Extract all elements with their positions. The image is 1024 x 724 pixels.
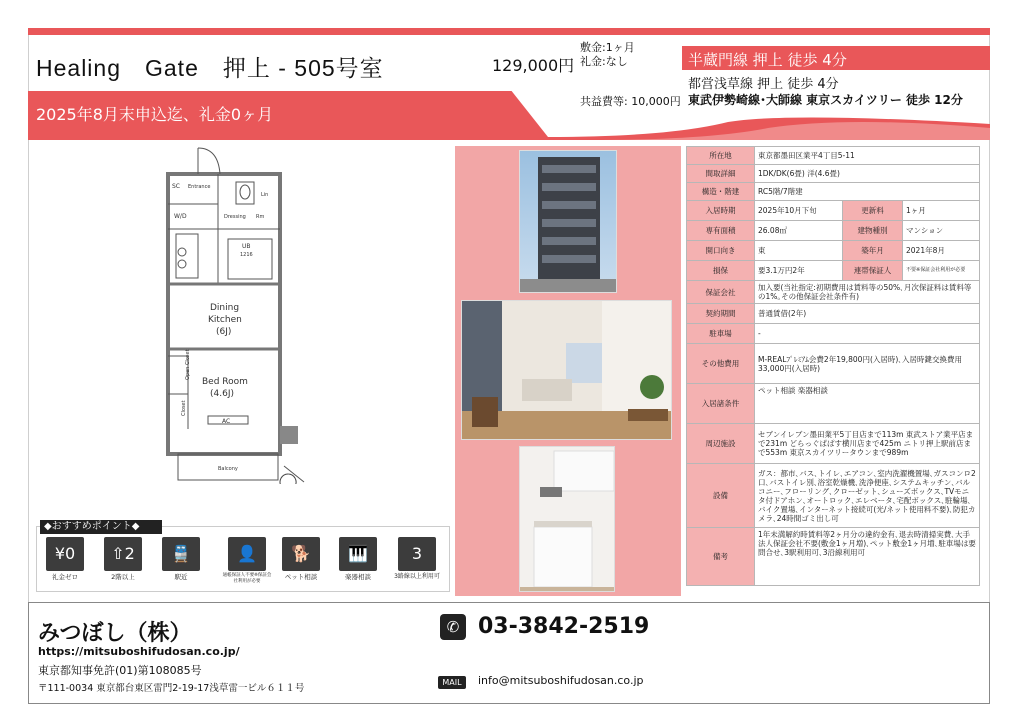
station-1: 半蔵門線 押上 徒歩 4分	[688, 51, 847, 69]
fp-closet: Closet	[181, 400, 187, 416]
value-type: マンション	[903, 221, 980, 241]
label-equipment: 設備	[687, 464, 755, 528]
label-renewal: 更新料	[843, 201, 903, 221]
value-structure: RC5階/7階建	[755, 183, 980, 201]
recommend-item: 🚆 駅近	[162, 537, 200, 581]
three-lines-icon: 3	[398, 537, 436, 571]
mail-icon: MAIL	[438, 676, 466, 689]
value-built: 2021年8月	[903, 241, 980, 261]
value-guarantor: 不要※保証会社利用が必要	[903, 261, 980, 281]
fp-open-closet: Open Closet	[185, 349, 191, 380]
value-guarantee: 要3.1万円2年	[755, 261, 843, 281]
label-structure: 構造・階建	[687, 183, 755, 201]
train-icon: 🚆	[162, 537, 200, 571]
recommend-title: ◆おすすめポイント◆	[40, 520, 162, 534]
recommend-item: 3 3路線以上利用可	[394, 537, 440, 581]
fp-dressing: Dressing	[224, 214, 246, 220]
value-area: 26.08㎡	[755, 221, 843, 241]
recommend-item: 👤 通帳保証人不要※保証会社利用が必要	[222, 537, 272, 585]
company-name: みつぼし（株）	[38, 621, 192, 646]
company-url[interactable]: https://mitsuboshifudosan.co.jp/	[38, 645, 240, 658]
station-2: 都営浅草線 押上 徒歩 4分	[688, 77, 839, 92]
property-title: Healing Gate 押上 - 505号室	[36, 55, 384, 81]
label-direction: 開口向き	[687, 241, 755, 261]
label-nearby: 周辺施設	[687, 424, 755, 464]
fp-bedroom: Bed Room	[202, 377, 248, 387]
value-other: M-REALﾌﾟﾚﾐｱﾑ会費2年19,800円(入居時)､入居時鍵交換費用33,000円(入居時)	[755, 344, 980, 384]
label-built: 築年月	[843, 241, 903, 261]
label-conditions: 入居諸条件	[687, 384, 755, 424]
value-company: 加入要(当社指定:初期費用は賃料等の50%､月次保証料は賃料等の1%｡その他保証会社条件有)	[755, 281, 980, 304]
fp-ac: AC	[222, 418, 231, 425]
recommend-item: ¥0 礼金ゼロ	[46, 537, 84, 581]
deposit-info	[580, 41, 635, 69]
value-nearby: セブンイレブン墨田業平5丁目店まで113m 東武ストア業平店まで231m どらっぐぱぱす横川店まで425m ニトリ押上駅前店まで553m 東京スカイツリータウンまで989m	[755, 424, 980, 464]
license-number: 東京都知事免許(01)第108085号	[38, 664, 202, 677]
label-contract: 契約期間	[687, 304, 755, 324]
yen-zero-icon: ¥0	[46, 537, 84, 571]
label-area: 専有面積	[687, 221, 755, 241]
station-3: 東武伊勢崎線･大師線 東京スカイツリー 徒歩 12分	[688, 93, 963, 107]
phone-icon: ✆	[440, 614, 466, 640]
value-move-in: 2025年10月下旬	[755, 201, 843, 221]
piano-icon: 🎹	[339, 537, 377, 571]
kitchen-photo	[519, 446, 615, 592]
recommend-item: 🎹 楽器相談	[339, 537, 377, 581]
value-contract: 普通賃借(2年)	[755, 304, 980, 324]
phone-number[interactable]: 03-3842-2519	[478, 614, 650, 639]
fp-dining: Dining	[210, 303, 240, 313]
fp-kitchen: Kitchen	[208, 315, 242, 325]
label-layout: 間取詳細	[687, 165, 755, 183]
fp-dk-size: (6J)	[216, 327, 232, 337]
label-location: 所在地	[687, 147, 755, 165]
value-renewal: 1ヶ月	[903, 201, 980, 221]
decorative-wave	[28, 116, 990, 140]
floor-plan	[158, 144, 328, 484]
label-company: 保証会社	[687, 281, 755, 304]
fp-lin: Lin	[261, 192, 269, 198]
recommend-item: 🐕 ペット相談	[282, 537, 320, 581]
value-equipment: ガス：都市､バス､トイレ､エアコン､室内洗濯機置場､ガスコンロ2口､バストイレ別､浴室乾燥機､洗浄便座､システムキッチン､バルコニー､フローリング､クローゼット､シューズボックス､TVモニタ付ドアホン､オートロック､エレベータ､宅配ボックス､駐輪場､バイク置場､インターネット接続可(光/ネット使用料不要)､防犯カメラ､24時間ゴミ出し可	[755, 464, 980, 528]
fp-rm: Rm	[256, 214, 265, 220]
campaign-text: 2025年8月末申込迄、礼金0ヶ月	[36, 105, 274, 124]
label-notes: 備考	[687, 528, 755, 586]
top-accent-stripe	[28, 28, 990, 35]
recommend-item: ⇧2 2階以上	[104, 537, 142, 581]
fp-ub-size: 1216	[240, 252, 253, 258]
dog-icon: 🐕	[282, 537, 320, 571]
email-address[interactable]: info@mitsuboshifudosan.co.jp	[478, 674, 644, 687]
value-direction: 東	[755, 241, 843, 261]
fp-sc: SC	[172, 183, 180, 190]
company-address: 〒111-0034 東京都台東区雷門2-19-17浅草雷一ビル６１１号	[38, 683, 305, 694]
value-layout: 1DK/DK(6畳) 洋(4.6畳)	[755, 165, 980, 183]
label-guarantor: 連帯保証人	[843, 261, 903, 281]
label-move-in: 入居時期	[687, 201, 755, 221]
value-location: 東京都墨田区業平4丁目5-11	[755, 147, 980, 165]
key-money: 礼金:なし	[580, 55, 628, 68]
label-other: その他費用	[687, 344, 755, 384]
no-guarantor-icon: 👤	[228, 537, 266, 571]
label-parking: 駐車場	[687, 324, 755, 344]
label-guarantee: 損保	[687, 261, 755, 281]
fp-balcony: Balcony	[218, 466, 238, 472]
common-fee: 共益費等: 10,000円	[580, 95, 681, 108]
label-type: 建物種別	[843, 221, 903, 241]
value-conditions: ペット相談 楽器相談	[755, 384, 980, 424]
second-floor-icon: ⇧2	[104, 537, 142, 571]
room-interior-photo	[461, 300, 672, 440]
fp-ub: UB	[242, 243, 251, 250]
fp-entrance: Entrance	[188, 184, 211, 190]
deposit: 敷金:1ヶ月	[580, 41, 635, 54]
value-parking: -	[755, 324, 980, 344]
building-exterior-photo	[519, 150, 617, 293]
fp-bed-size: (4.6J)	[210, 389, 234, 399]
property-info-table	[686, 146, 980, 586]
fp-wd: W/D	[174, 213, 187, 220]
value-notes: 1年未満解約時賃料等2ヶ月分の違約金有､退去時清掃実費､大手法人保証会社不要(敷金1ヶ月増)､ペット敷金1ヶ月増､駐車場は要問合せ､3駅利用可､3沿線利用可	[755, 528, 980, 586]
rent: 129,000円	[492, 56, 575, 75]
